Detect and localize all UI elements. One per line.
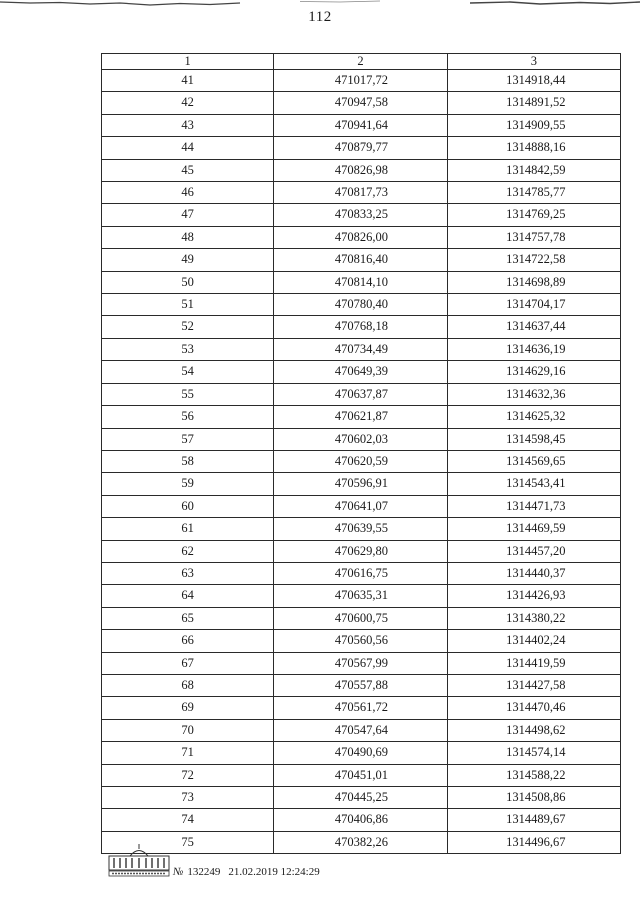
cell-x-coordinate: 470451,01 [274, 764, 447, 786]
cell-y-coordinate: 1314757,78 [447, 226, 620, 248]
cell-x-coordinate: 470561,72 [274, 697, 447, 719]
cell-point-number: 46 [102, 182, 274, 204]
cell-y-coordinate: 1314569,65 [447, 450, 620, 472]
number-sign: № [173, 866, 184, 878]
table-row [102, 338, 621, 360]
table-row [102, 182, 621, 204]
cell-x-coordinate: 470602,03 [274, 428, 447, 450]
cell-point-number: 65 [102, 607, 274, 629]
cell-x-coordinate: 470445,25 [274, 787, 447, 809]
table-row [102, 137, 621, 159]
cell-y-coordinate: 1314402,24 [447, 630, 620, 652]
cell-y-coordinate: 1314489,67 [447, 809, 620, 831]
cell-x-coordinate: 470635,31 [274, 585, 447, 607]
table-row [102, 92, 621, 114]
cell-x-coordinate: 470637,87 [274, 383, 447, 405]
cell-y-coordinate: 1314588,22 [447, 764, 620, 786]
cell-x-coordinate: 470768,18 [274, 316, 447, 338]
cell-y-coordinate: 1314704,17 [447, 294, 620, 316]
table-row [102, 159, 621, 181]
table-row [102, 383, 621, 405]
cell-point-number: 74 [102, 809, 274, 831]
cell-x-coordinate: 470814,10 [274, 271, 447, 293]
cell-point-number: 42 [102, 92, 274, 114]
cell-x-coordinate: 470600,75 [274, 607, 447, 629]
cell-point-number: 75 [102, 831, 274, 853]
column-header-1: 1 [102, 54, 274, 70]
cell-point-number: 44 [102, 137, 274, 159]
cell-y-coordinate: 1314918,44 [447, 70, 620, 92]
cell-y-coordinate: 1314426,93 [447, 585, 620, 607]
parliament-building-stamp-icon [108, 842, 170, 878]
cell-x-coordinate: 471017,72 [274, 70, 447, 92]
registration-datetime: 21.02.2019 12:24:29 [228, 866, 320, 878]
cell-point-number: 56 [102, 406, 274, 428]
table-row [102, 428, 621, 450]
cell-x-coordinate: 470826,00 [274, 226, 447, 248]
table-row [102, 114, 621, 136]
table-row [102, 495, 621, 517]
cell-y-coordinate: 1314543,41 [447, 473, 620, 495]
cell-x-coordinate: 470649,39 [274, 361, 447, 383]
table-row [102, 473, 621, 495]
registration-number: 132249 [187, 866, 221, 878]
cell-point-number: 41 [102, 70, 274, 92]
cell-x-coordinate: 470490,69 [274, 742, 447, 764]
cell-point-number: 60 [102, 495, 274, 517]
cell-y-coordinate: 1314698,89 [447, 271, 620, 293]
cell-y-coordinate: 1314769,25 [447, 204, 620, 226]
cell-x-coordinate: 470641,07 [274, 495, 447, 517]
cell-point-number: 52 [102, 316, 274, 338]
cell-x-coordinate: 470406,86 [274, 809, 447, 831]
cell-y-coordinate: 1314632,36 [447, 383, 620, 405]
cell-point-number: 50 [102, 271, 274, 293]
cell-point-number: 63 [102, 562, 274, 584]
cell-x-coordinate: 470560,56 [274, 630, 447, 652]
cell-point-number: 43 [102, 114, 274, 136]
table-row [102, 607, 621, 629]
table-row [102, 719, 621, 741]
cell-point-number: 48 [102, 226, 274, 248]
cell-point-number: 73 [102, 787, 274, 809]
cell-y-coordinate: 1314498,62 [447, 719, 620, 741]
cell-y-coordinate: 1314427,58 [447, 674, 620, 696]
cell-point-number: 64 [102, 585, 274, 607]
table-row [102, 204, 621, 226]
cell-point-number: 47 [102, 204, 274, 226]
cell-y-coordinate: 1314722,58 [447, 249, 620, 271]
cell-point-number: 49 [102, 249, 274, 271]
coordinates-table [101, 53, 621, 854]
cell-x-coordinate: 470734,49 [274, 338, 447, 360]
cell-point-number: 68 [102, 674, 274, 696]
table-row [102, 294, 621, 316]
table-row [102, 361, 621, 383]
cell-x-coordinate: 470621,87 [274, 406, 447, 428]
cell-y-coordinate: 1314574,14 [447, 742, 620, 764]
table-row [102, 562, 621, 584]
cell-y-coordinate: 1314891,52 [447, 92, 620, 114]
cell-x-coordinate: 470639,55 [274, 518, 447, 540]
cell-y-coordinate: 1314629,16 [447, 361, 620, 383]
cell-y-coordinate: 1314470,46 [447, 697, 620, 719]
table-row [102, 585, 621, 607]
cell-x-coordinate: 470629,80 [274, 540, 447, 562]
cell-point-number: 54 [102, 361, 274, 383]
cell-y-coordinate: 1314440,37 [447, 562, 620, 584]
cell-y-coordinate: 1314636,19 [447, 338, 620, 360]
table-row [102, 540, 621, 562]
cell-x-coordinate: 470879,77 [274, 137, 447, 159]
cell-x-coordinate: 470833,25 [274, 204, 447, 226]
cell-point-number: 71 [102, 742, 274, 764]
cell-point-number: 61 [102, 518, 274, 540]
cell-point-number: 66 [102, 630, 274, 652]
table-row [102, 652, 621, 674]
cell-point-number: 55 [102, 383, 274, 405]
cell-x-coordinate: 470567,99 [274, 652, 447, 674]
table-row [102, 742, 621, 764]
cell-point-number: 70 [102, 719, 274, 741]
table-row [102, 697, 621, 719]
cell-x-coordinate: 470382,26 [274, 831, 447, 853]
table-body [102, 70, 621, 854]
cell-x-coordinate: 470826,98 [274, 159, 447, 181]
table-row [102, 674, 621, 696]
cell-point-number: 69 [102, 697, 274, 719]
cell-y-coordinate: 1314625,32 [447, 406, 620, 428]
cell-point-number: 58 [102, 450, 274, 472]
table-row [102, 764, 621, 786]
cell-x-coordinate: 470817,73 [274, 182, 447, 204]
table-row [102, 226, 621, 248]
cell-y-coordinate: 1314637,44 [447, 316, 620, 338]
table-row [102, 271, 621, 293]
cell-y-coordinate: 1314598,45 [447, 428, 620, 450]
cell-y-coordinate: 1314909,55 [447, 114, 620, 136]
cell-point-number: 62 [102, 540, 274, 562]
cell-y-coordinate: 1314380,22 [447, 607, 620, 629]
table-row [102, 787, 621, 809]
table-row [102, 406, 621, 428]
table-row [102, 831, 621, 853]
table-row [102, 630, 621, 652]
cell-x-coordinate: 470547,64 [274, 719, 447, 741]
cell-y-coordinate: 1314888,16 [447, 137, 620, 159]
cell-y-coordinate: 1314469,59 [447, 518, 620, 540]
cell-x-coordinate: 470947,58 [274, 92, 447, 114]
scan-edge-artifact [0, 0, 640, 6]
table-row [102, 249, 621, 271]
table-row [102, 809, 621, 831]
cell-x-coordinate: 470620,59 [274, 450, 447, 472]
cell-y-coordinate: 1314785,77 [447, 182, 620, 204]
cell-x-coordinate: 470596,91 [274, 473, 447, 495]
cell-point-number: 51 [102, 294, 274, 316]
cell-y-coordinate: 1314508,86 [447, 787, 620, 809]
cell-x-coordinate: 470816,40 [274, 249, 447, 271]
cell-x-coordinate: 470616,75 [274, 562, 447, 584]
table-row [102, 518, 621, 540]
cell-point-number: 72 [102, 764, 274, 786]
column-header-2: 2 [274, 54, 447, 70]
cell-x-coordinate: 470557,88 [274, 674, 447, 696]
cell-y-coordinate: 1314419,59 [447, 652, 620, 674]
cell-point-number: 53 [102, 338, 274, 360]
cell-x-coordinate: 470780,40 [274, 294, 447, 316]
cell-point-number: 59 [102, 473, 274, 495]
table-row [102, 70, 621, 92]
table-header-row [102, 54, 621, 70]
cell-point-number: 67 [102, 652, 274, 674]
cell-y-coordinate: 1314471,73 [447, 495, 620, 517]
cell-y-coordinate: 1314842,59 [447, 159, 620, 181]
page-number: 112 [308, 9, 332, 25]
table-row [102, 450, 621, 472]
column-header-3: 3 [447, 54, 620, 70]
cell-point-number: 45 [102, 159, 274, 181]
cell-point-number: 57 [102, 428, 274, 450]
table-row [102, 316, 621, 338]
cell-x-coordinate: 470941,64 [274, 114, 447, 136]
cell-y-coordinate: 1314496,67 [447, 831, 620, 853]
cell-y-coordinate: 1314457,20 [447, 540, 620, 562]
registration-stamp [173, 866, 320, 878]
